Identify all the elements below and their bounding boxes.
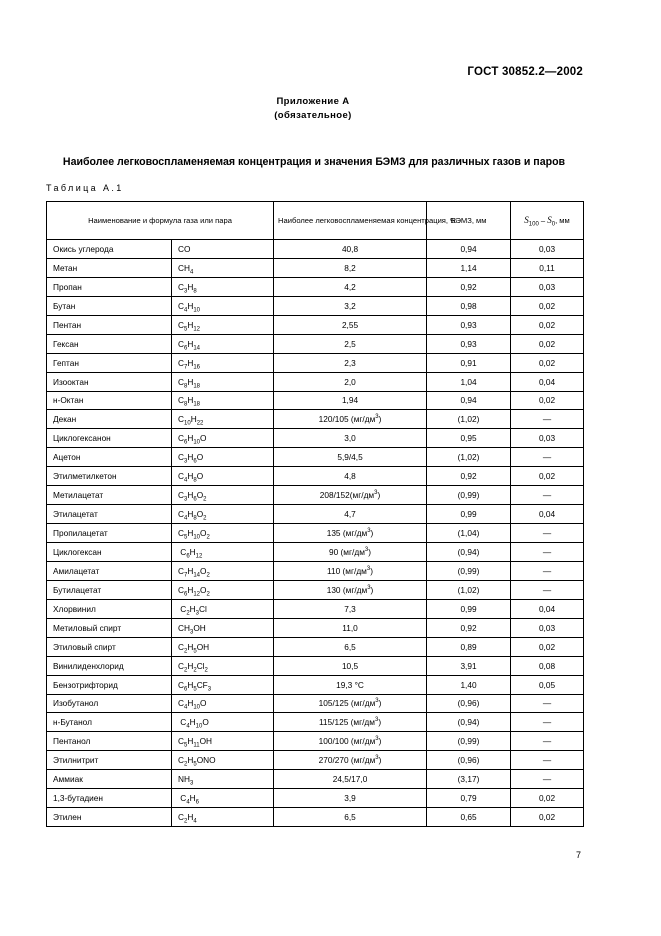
table-row (47, 694, 584, 713)
gas-name-cell: 1,3-бутадиен (47, 789, 172, 808)
concentration-cell: 11,0 (274, 618, 427, 637)
column-header-concentration: Наиболее легковоспламеняемая концентрация, % (274, 202, 427, 240)
gas-name-cell: Гептан (47, 353, 172, 372)
formula-cell: $C_2H_5ONO$ (172, 751, 274, 770)
table-row (47, 429, 584, 448)
difference-cell: 0,03 (511, 240, 584, 259)
bemz-cell: 0,93 (427, 334, 511, 353)
formula-cell: $C_4H_8O_2$ (172, 505, 274, 524)
difference-cell: 0,02 (511, 315, 584, 334)
difference-cell: 0,02 (511, 334, 584, 353)
concentration-cell: 40,8 (274, 240, 427, 259)
table-row (47, 391, 584, 410)
table-row (47, 618, 584, 637)
concentration-cell: 6,5 (274, 808, 427, 827)
difference-cell: — (511, 694, 584, 713)
formula-cell: $C_4H_{10}O$ (172, 694, 274, 713)
gas-name-cell: Окись углерода (47, 240, 172, 259)
formula-cell: $C_4H_6$ (172, 789, 274, 808)
concentration-cell: 4,8 (274, 467, 427, 486)
concentration-cell: 4,2 (274, 277, 427, 296)
formula-cell: $C_6H_{14}$ (172, 334, 274, 353)
gas-name-cell: Бутан (47, 296, 172, 315)
concentration-cell: 105/125 $(мг/дм^3)$ (274, 694, 427, 713)
concentration-cell: 24,5/17,0 (274, 770, 427, 789)
gas-name-cell: Винилиденхлорид (47, 656, 172, 675)
table-header-row (47, 202, 584, 240)
formula-cell: $C_4H_{10}$ (172, 296, 274, 315)
bemz-cell: (3,17) (427, 770, 511, 789)
formula-cell: $C_6H_5CF_3$ (172, 675, 274, 694)
table-row (47, 467, 584, 486)
gas-name-cell: Пропан (47, 277, 172, 296)
bemz-cell: 1,40 (427, 675, 511, 694)
annex-note: (обязательное) (274, 110, 352, 121)
concentration-cell: $208/152(мг/дм^3)$ (274, 486, 427, 505)
formula-cell: CO (172, 240, 274, 259)
gas-name-cell: Изобутанол (47, 694, 172, 713)
table-row (47, 637, 584, 656)
formula-cell: $CH_3OH$ (172, 618, 274, 637)
difference-cell: 0,02 (511, 637, 584, 656)
difference-cell: 0,02 (511, 467, 584, 486)
table-row (47, 258, 584, 277)
formula-cell: $NH_3$ (172, 770, 274, 789)
table-row (47, 713, 584, 732)
formula-cell: $C_5H_{11}OH$ (172, 732, 274, 751)
difference-cell: — (511, 448, 584, 467)
table-row (47, 751, 584, 770)
bemz-cell: (1,02) (427, 580, 511, 599)
table-row (47, 580, 584, 599)
difference-cell: 0,02 (511, 391, 584, 410)
formula-cell: $C_8H_{18}$ (172, 391, 274, 410)
formula-cell: $C_7H_{16}$ (172, 353, 274, 372)
difference-cell: — (511, 524, 584, 543)
gas-data-table (46, 201, 584, 827)
concentration-cell: 5,9/4,5 (274, 448, 427, 467)
difference-cell: 0,03 (511, 618, 584, 637)
table-row (47, 353, 584, 372)
concentration-cell: 110 $(мг/дм^3)$ (274, 561, 427, 580)
gas-name-cell: Декан (47, 410, 172, 429)
annex-title: Приложение А (276, 96, 350, 107)
concentration-cell: 115/125 $(мг/дм^3)$ (274, 713, 427, 732)
bemz-cell: 0,91 (427, 353, 511, 372)
gas-name-cell: Бензотрифторид (47, 675, 172, 694)
formula-cell: $C_7H_{14}O_2$ (172, 561, 274, 580)
table-row (47, 277, 584, 296)
formula-cell: $C_5H_{10}O_2$ (172, 524, 274, 543)
concentration-cell: 1,94 (274, 391, 427, 410)
concentration-cell: 3,2 (274, 296, 427, 315)
bemz-cell: 0,89 (427, 637, 511, 656)
gas-name-cell: Этилнитрит (47, 751, 172, 770)
difference-cell: — (511, 410, 584, 429)
formula-cell: $C_6H_{12}O_2$ (172, 580, 274, 599)
formula-cell: $C_4H_8O$ (172, 467, 274, 486)
bemz-cell: 0,65 (427, 808, 511, 827)
bemz-cell: 0,92 (427, 277, 511, 296)
table-row (47, 524, 584, 543)
bemz-cell: (0,99) (427, 486, 511, 505)
bemz-cell: 0,99 (427, 505, 511, 524)
formula-cell: $C_2H_5OH$ (172, 637, 274, 656)
bemz-cell: 1,04 (427, 372, 511, 391)
concentration-cell: 3,9 (274, 789, 427, 808)
main-title: Наиболее легковоспламеняемая концентрация и значения БЭМЗ для различных газов и паров (62, 156, 566, 168)
difference-cell: 0,03 (511, 429, 584, 448)
gas-name-cell: Пентанол (47, 732, 172, 751)
bemz-cell: 0,99 (427, 599, 511, 618)
annex-heading (0, 95, 626, 123)
difference-cell: 0,08 (511, 656, 584, 675)
page-number: 7 (575, 850, 581, 860)
gas-name-cell: Аммиак (47, 770, 172, 789)
bemz-cell: 3,91 (427, 656, 511, 675)
bemz-cell: (0,96) (427, 694, 511, 713)
concentration-cell: 2,3 (274, 353, 427, 372)
formula-cell: $C_2H_3Cl$ (172, 599, 274, 618)
formula-cell: $C_8H_{18}$ (172, 372, 274, 391)
difference-cell: 0,02 (511, 353, 584, 372)
bemz-cell: (0,99) (427, 561, 511, 580)
concentration-cell: 135 $(мг/дм^3)$ (274, 524, 427, 543)
table-row (47, 448, 584, 467)
bemz-cell: 0,94 (427, 240, 511, 259)
difference-cell: 0,02 (511, 296, 584, 315)
bemz-cell: (1,02) (427, 410, 511, 429)
formula-cell: $C_6H_{12}$ (172, 543, 274, 562)
gas-name-cell: Этиловый спирт (47, 637, 172, 656)
concentration-cell: 130 $(мг/дм^3)$ (274, 580, 427, 599)
formula-cell: $C_2H_4$ (172, 808, 274, 827)
gas-name-cell: Этилметилкетон (47, 467, 172, 486)
table-row (47, 334, 584, 353)
bemz-cell: 0,79 (427, 789, 511, 808)
table-row (47, 410, 584, 429)
formula-cell: $C_5H_{12}$ (172, 315, 274, 334)
formula-cell: $C_{10}H_{22}$ (172, 410, 274, 429)
bemz-cell: (1,02) (427, 448, 511, 467)
gas-name-cell: Циклогексанон (47, 429, 172, 448)
table-row (47, 808, 584, 827)
table-row (47, 240, 584, 259)
table-caption: Таблица А.1 (46, 183, 124, 193)
table-row (47, 770, 584, 789)
gas-name-cell: Пентан (47, 315, 172, 334)
table-body (47, 240, 584, 827)
concentration-cell: 10,5 (274, 656, 427, 675)
standard-designation: ГОСТ 30852.2—2002 (467, 66, 583, 78)
bemz-cell: 0,98 (427, 296, 511, 315)
gas-name-cell: Циклогексан (47, 543, 172, 562)
difference-cell: — (511, 486, 584, 505)
bemz-cell: (0,99) (427, 732, 511, 751)
difference-cell: — (511, 770, 584, 789)
table-row (47, 505, 584, 524)
concentration-cell: 8,2 (274, 258, 427, 277)
formula-cell: $C_3H_6O_2$ (172, 486, 274, 505)
gas-name-cell: Хлорвинил (47, 599, 172, 618)
gas-name-cell: Метилацетат (47, 486, 172, 505)
bemz-cell: (0,96) (427, 751, 511, 770)
gas-name-cell: Изооктан (47, 372, 172, 391)
concentration-cell: 19,3 °C (274, 675, 427, 694)
concentration-cell: 7,3 (274, 599, 427, 618)
table-row (47, 296, 584, 315)
difference-cell: 0,04 (511, 505, 584, 524)
table-row (47, 315, 584, 334)
formula-cell: $CH_4$ (172, 258, 274, 277)
concentration-cell: 90 $(мг/дм^3)$ (274, 543, 427, 562)
gas-name-cell: н-Октан (47, 391, 172, 410)
formula-cell: $C_3H_6O$ (172, 448, 274, 467)
bemz-cell: 0,92 (427, 618, 511, 637)
bemz-cell: 0,93 (427, 315, 511, 334)
bemz-cell: 0,94 (427, 391, 511, 410)
gas-name-cell: Амилацетат (47, 561, 172, 580)
formula-cell: $C_2H_2Cl_2$ (172, 656, 274, 675)
bemz-cell: (0,94) (427, 543, 511, 562)
difference-cell: 0,02 (511, 789, 584, 808)
column-header-bemz: БЭМЗ, мм (427, 202, 511, 240)
gas-name-cell: Метиловый спирт (47, 618, 172, 637)
table-row (47, 656, 584, 675)
difference-cell: 0,11 (511, 258, 584, 277)
table-row (47, 675, 584, 694)
difference-cell: — (511, 561, 584, 580)
table-row (47, 732, 584, 751)
difference-cell: 0,04 (511, 372, 584, 391)
concentration-cell: 3,0 (274, 429, 427, 448)
concentration-cell: 100/100 $(мг/дм^3)$ (274, 732, 427, 751)
difference-cell: 0,03 (511, 277, 584, 296)
concentration-cell: 120/105 $(мг/дм^3)$ (274, 410, 427, 429)
gas-name-cell: Этилацетат (47, 505, 172, 524)
gas-name-cell: Пропилацетат (47, 524, 172, 543)
table-row (47, 789, 584, 808)
gas-name-cell: Ацетон (47, 448, 172, 467)
bemz-cell: 0,92 (427, 467, 511, 486)
bemz-cell: 1,14 (427, 258, 511, 277)
difference-cell: 0,05 (511, 675, 584, 694)
concentration-cell: 270/270 $(мг/дм^3)$ (274, 751, 427, 770)
column-header-s-difference: $S_{100} - S_0$, мм (511, 202, 584, 240)
difference-cell: — (511, 543, 584, 562)
difference-cell: — (511, 713, 584, 732)
gas-name-cell: Этилен (47, 808, 172, 827)
table-row (47, 543, 584, 562)
difference-cell: — (511, 580, 584, 599)
concentration-cell: 2,55 (274, 315, 427, 334)
difference-cell: — (511, 732, 584, 751)
concentration-cell: 2,0 (274, 372, 427, 391)
column-header-name-formula: Наименование и формула газа или пара (47, 202, 274, 240)
table-row (47, 599, 584, 618)
concentration-cell: 6,5 (274, 637, 427, 656)
concentration-cell: 4,7 (274, 505, 427, 524)
gas-name-cell: Метан (47, 258, 172, 277)
table-row (47, 372, 584, 391)
gas-name-cell: Бутилацетат (47, 580, 172, 599)
gas-name-cell: Гексан (47, 334, 172, 353)
bemz-cell: (0,94) (427, 713, 511, 732)
table-row (47, 486, 584, 505)
table-row (47, 561, 584, 580)
concentration-cell: 2,5 (274, 334, 427, 353)
difference-cell: 0,02 (511, 808, 584, 827)
difference-cell: 0,04 (511, 599, 584, 618)
formula-cell: $C_6H_{10}O$ (172, 429, 274, 448)
difference-cell: — (511, 751, 584, 770)
gas-name-cell: н-Бутанол (47, 713, 172, 732)
bemz-cell: (1,04) (427, 524, 511, 543)
bemz-cell: 0,95 (427, 429, 511, 448)
formula-cell: $C_4H_{10}O$ (172, 713, 274, 732)
formula-cell: $C_3H_8$ (172, 277, 274, 296)
